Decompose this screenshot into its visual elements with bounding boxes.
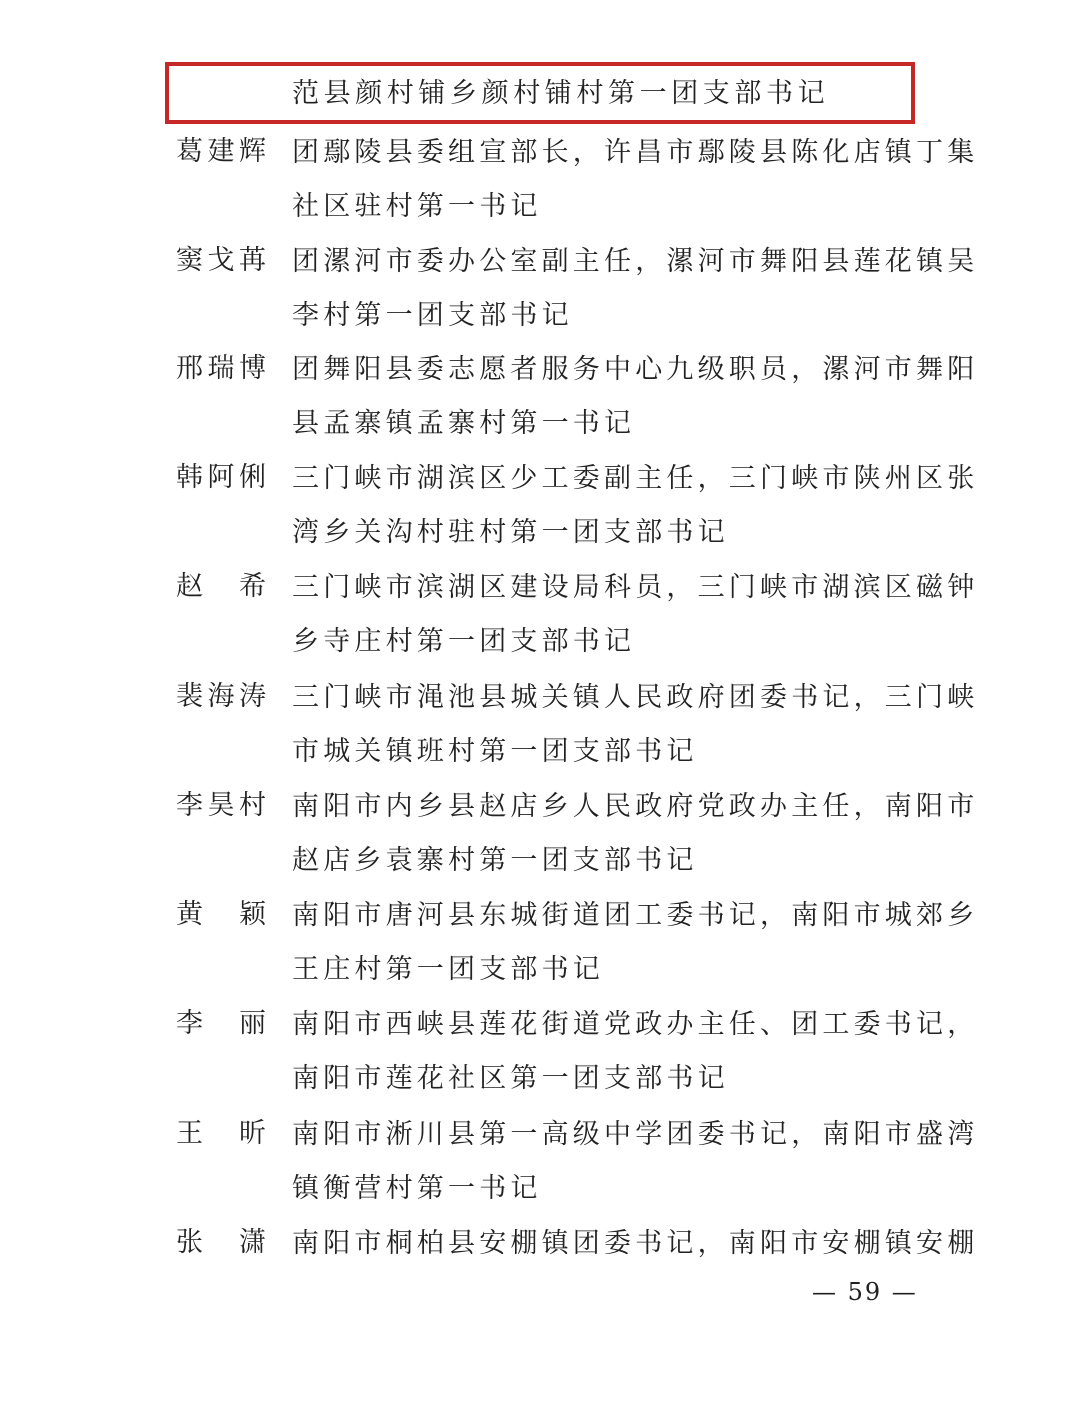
entry-name: 李 丽 <box>176 1008 266 1039</box>
entry-list <box>176 126 979 1277</box>
entry-description: 三门峡市滨湖区建设局科员，三门峡市湖滨区磁钟 乡寺庄村第一团支部书记 <box>292 572 979 657</box>
entry-description: 团舞阳县委志愿者服务中心九级职员，漯河市舞阳 县孟寨镇孟寨村第一书记 <box>292 354 979 439</box>
list-item <box>176 235 979 343</box>
entry-description: 南阳市唐河县东城街道团工委书记，南阳市城郊乡 王庄村第一团支部书记 <box>292 900 979 985</box>
entry-name: 邢 瑞 博 <box>176 353 266 384</box>
entry-description: 三门峡市湖滨区少工委副主任，三门峡市陕州区张 湾乡关沟村驻村第一团支部书记 <box>292 463 979 548</box>
entry-name: 韩 阿 俐 <box>176 462 266 493</box>
entry-description: 三门峡市渑池县城关镇人民政府团委书记，三门峡 市城关镇班村第一团支部书记 <box>292 682 979 767</box>
entry-name: 张 潇 <box>176 1227 266 1258</box>
page-number: — 59 — <box>812 1278 918 1306</box>
list-item <box>176 1108 979 1217</box>
entry-name: 李 昊 村 <box>176 790 266 821</box>
list-item <box>176 1217 979 1277</box>
entry-description: 南阳市桐柏县安棚镇团委书记，南阳市安棚镇安棚 <box>292 1228 979 1259</box>
entry-name: 裴 海 涛 <box>176 681 266 712</box>
entry-name: 葛 建 辉 <box>176 136 266 167</box>
list-item <box>176 889 979 998</box>
entry-description: 南阳市内乡县赵店乡人民政府党政办主任，南阳市 赵店乡袁寨村第一团支部书记 <box>292 791 979 876</box>
list-item <box>176 998 979 1108</box>
entry-description: 南阳市西峡县莲花街道党政办主任、团工委书记， 南阳市莲花社区第一团支部书记 <box>292 1009 979 1094</box>
entry-name: 窦 戈 苒 <box>176 245 266 276</box>
entry-description: 南阳市淅川县第一高级中学团委书记，南阳市盛湾 镇衡营村第一书记 <box>292 1119 979 1204</box>
highlighted-line: 范县颜村铺乡颜村铺村第一团支部书记 <box>292 78 830 109</box>
entry-name: 黄 颖 <box>176 899 266 930</box>
list-item <box>176 126 979 235</box>
entry-description: 团漯河市委办公室副主任，漯河市舞阳县莲花镇吴 李村第一团支部书记 <box>292 246 979 331</box>
list-item <box>176 452 979 561</box>
entry-name: 赵 希 <box>176 571 266 602</box>
list-item <box>176 671 979 780</box>
list-item <box>176 780 979 889</box>
list-item <box>176 561 979 671</box>
entry-name: 王 昕 <box>176 1118 266 1149</box>
entry-description: 团鄢陵县委组宣部长，许昌市鄢陵县陈化店镇丁集 社区驻村第一书记 <box>292 137 979 222</box>
list-item <box>176 343 979 452</box>
